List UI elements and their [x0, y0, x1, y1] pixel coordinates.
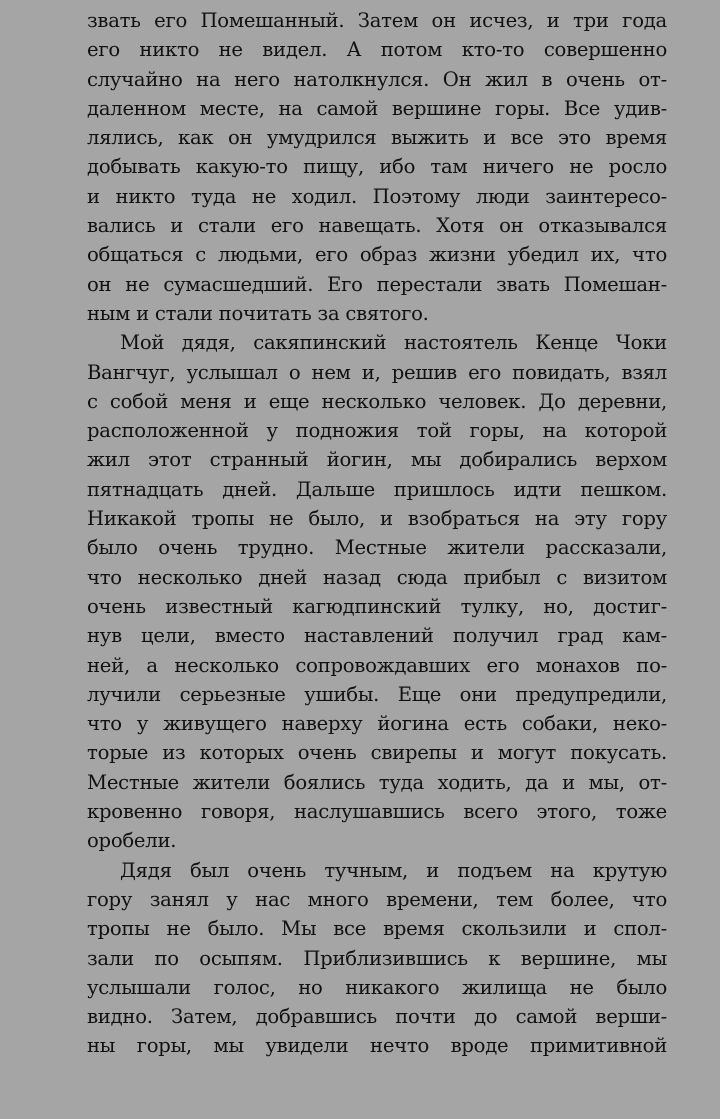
text-line: общаться с людьми, его образ жизни убедил их, что	[87, 243, 667, 267]
text-line: оробели.	[87, 829, 177, 853]
text-line: тропы не было. Мы все время скользили и спол-	[87, 917, 667, 941]
text-line: жил этот странный йогин, мы добирались верхом	[87, 448, 667, 472]
text-line: видно. Затем, добравшись почти до самой верши-	[87, 1005, 667, 1029]
text-line: Вангчуг, услышал о нем и, решив его повидать, взял	[87, 360, 667, 384]
text-line: с собой меня и еще несколько человек. До деревни,	[87, 389, 667, 413]
text-line: зали по осыпям. Приблизившись к вершине, мы	[87, 946, 667, 970]
text-line: ны горы, мы увидели нечто вроде примитивной	[87, 1034, 667, 1058]
text-line: и никто туда не ходил. Поэтому люди заинтересо-	[87, 184, 667, 208]
text-line: он не сумасшедший. Его перестали звать Помешан-	[87, 272, 667, 296]
text-line: услышали голос, но никакого жилища не было	[87, 975, 667, 999]
text-line: что у живущего наверху йогина есть собаки, неко-	[87, 712, 667, 736]
text-line: лялись, как он умудрился выжить и все это время	[87, 126, 667, 150]
text-line: вались и стали его навещать. Хотя он отказывался	[87, 214, 667, 238]
text-line: его никто не видел. А потом кто-то совершенно	[87, 38, 667, 62]
text-line: было очень трудно. Местные жители рассказали,	[87, 536, 667, 560]
text-line: Местные жители боялись туда ходить, да и мы, от-	[87, 770, 667, 794]
text-line: даленном месте, на самой вершине горы. Все удив-	[87, 96, 667, 120]
text-line: торые из которых очень свирепы и могут покусать.	[87, 741, 667, 765]
text-line: очень известный кагюдпинский тулку, но, достиг-	[87, 594, 667, 618]
text-line: ным и стали почитать за святого.	[87, 301, 429, 325]
text-line: что несколько дней назад сюда прибыл с визитом	[87, 565, 667, 589]
text-line: нув цели, вместо наставлений получил град кам-	[87, 624, 667, 648]
text-line: лучили серьезные ушибы. Еще они предупредили,	[87, 682, 667, 706]
text-line: гору занял у нас много времени, тем более, что	[87, 887, 667, 911]
text-line: расположенной у подножия той горы, на которой	[87, 419, 667, 443]
page-text	[87, 6, 667, 1061]
text-line: случайно на него натолкнулся. Он жил в очень от-	[87, 67, 667, 91]
text-line: кровенно говоря, наслушавшись всего этого, тоже	[87, 800, 667, 824]
text-line: ней, а несколько сопровождавших его монахов по-	[87, 653, 667, 677]
text-line: добывать какую-то пищу, ибо там ничего не росло	[87, 155, 667, 179]
text-line: звать его Помешанный. Затем он исчез, и три года	[87, 9, 667, 32]
text-line: Никакой тропы не было, и взобраться на эту гору	[87, 507, 667, 531]
text-line: Дядя был очень тучным, и подъем на крутую	[120, 858, 667, 882]
text-line: пятнадцать дней. Дальше пришлось идти пешком.	[87, 477, 667, 501]
text-line: Мой дядя, сакяпинский настоятель Кенце Чоки	[120, 331, 667, 355]
